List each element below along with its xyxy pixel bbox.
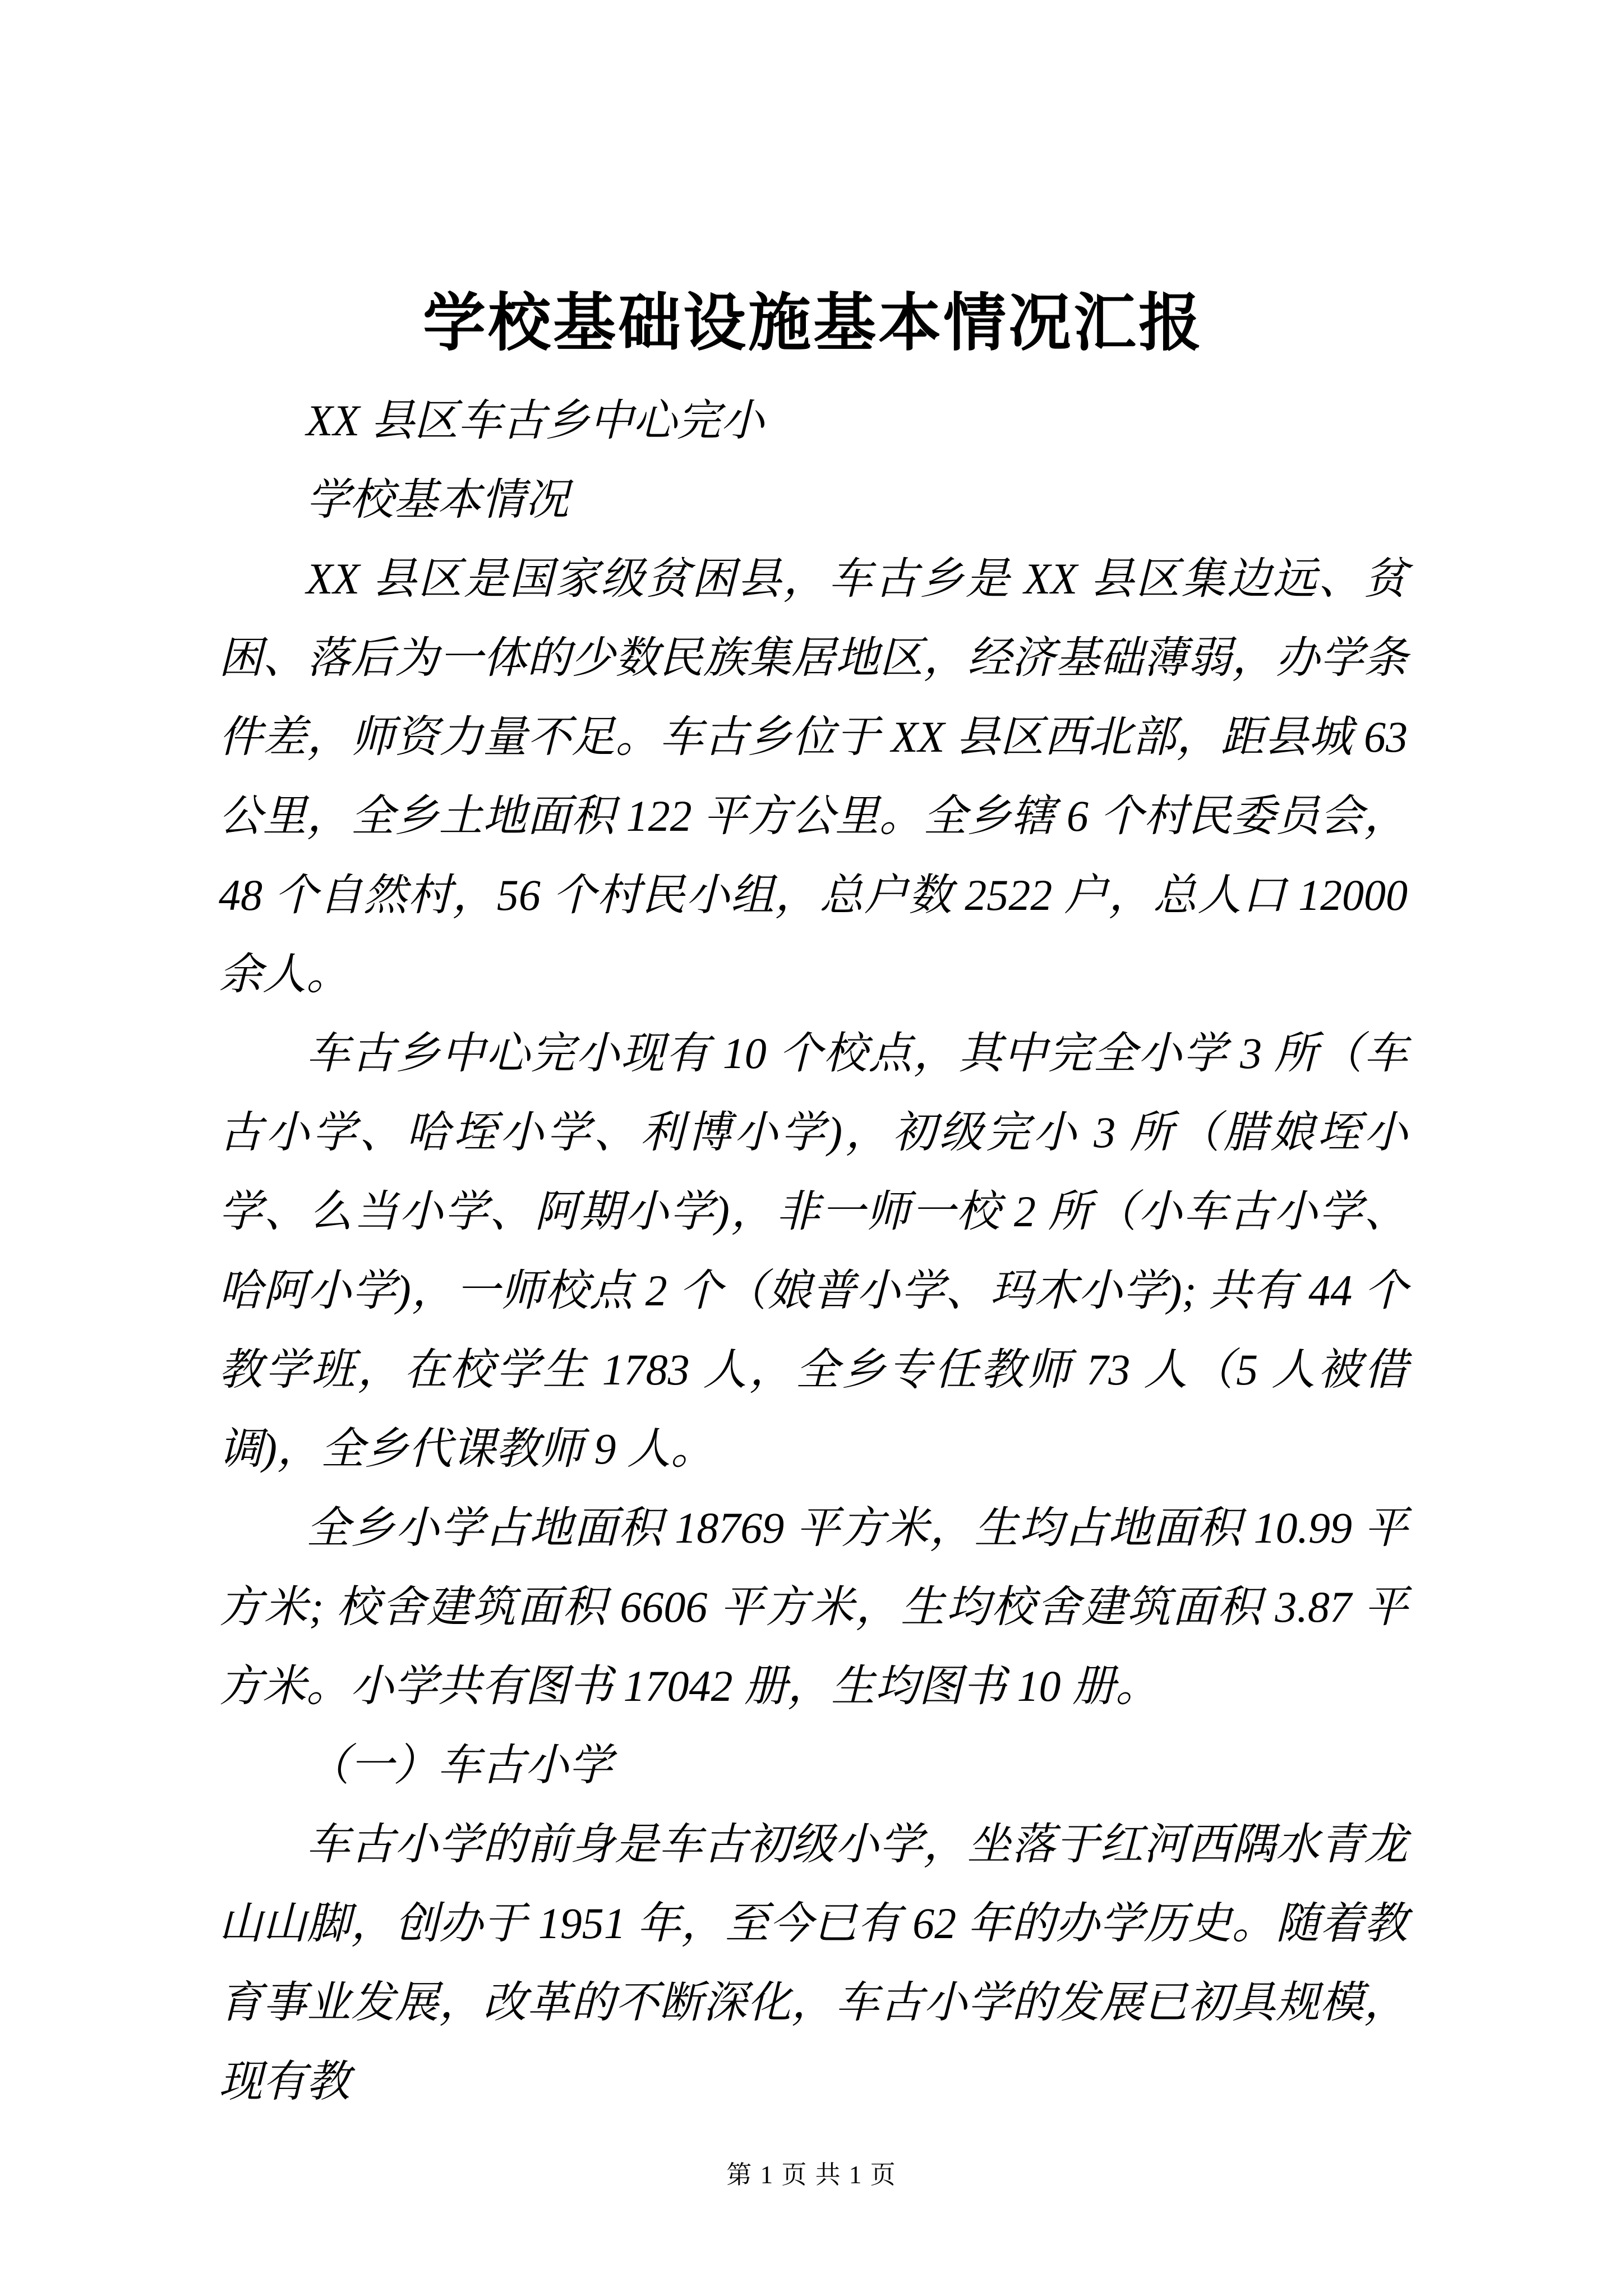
- document-title: 学校基础设施基本情况汇报: [423, 289, 1204, 358]
- paragraph-section-basic-info: 学校基本情况: [306, 475, 569, 524]
- paragraph-county-overview: XX 县区是国家级贫困县，车古乡是 XX 县区集边远、贫困、落后为一体的少数民族集居地区，经济基础薄弱，办学条件差，师资力量不足。车古乡位于 XX 县区西北部，距县城 63 公里，全乡土地面积 122 平方公里。全乡辖 6 个村民委员会，48 个自然村，56 个村民小组，总户数 2522 户，总人口 12000 余人。: [219, 554, 1408, 999]
- paragraph-area-statistics: 全乡小学占地面积 18769 平方米，生均占地面积 10.99 平方米; 校舍建筑面积 6606 平方米，生均校舍建筑面积 3.87 平方米。小学共有图书 17042 册，生均图书 10 册。: [219, 1503, 1408, 1710]
- paragraph-school-name: XX 县区车古乡中心完小: [306, 395, 764, 445]
- page-number-footer: 第 1 页 共 1 页: [726, 2161, 897, 2189]
- paragraph-heading-chegu-school: （一）车古小学: [306, 1740, 613, 1789]
- document-body: [219, 283, 1408, 2121]
- paragraph-chegu-history: 车古小学的前身是车古初级小学，坐落于红河西隅水青龙山山脚，创办于 1951 年，至今已有 62 年的办学历史。随着教育事业发展，改革的不断深化，车古小学的发展已初具规模，现有教: [219, 1819, 1408, 2106]
- paragraph-school-sites: 车古乡中心完小现有 10 个校点，其中完全小学 3 所（车古小学、哈垤小学、利博小学)，初级完小 3 所（腊娘垤小学、么当小学、阿期小学)，非一师一校 2 所（小车古小学、哈阿小学)，一师校点 2 个（娘普小学、玛木小学); 共有 44 个教学班，在校学生 1783 人，全乡专任教师 73 人（5 人被借调)，全乡代课教师 9 人。: [219, 1028, 1408, 1473]
